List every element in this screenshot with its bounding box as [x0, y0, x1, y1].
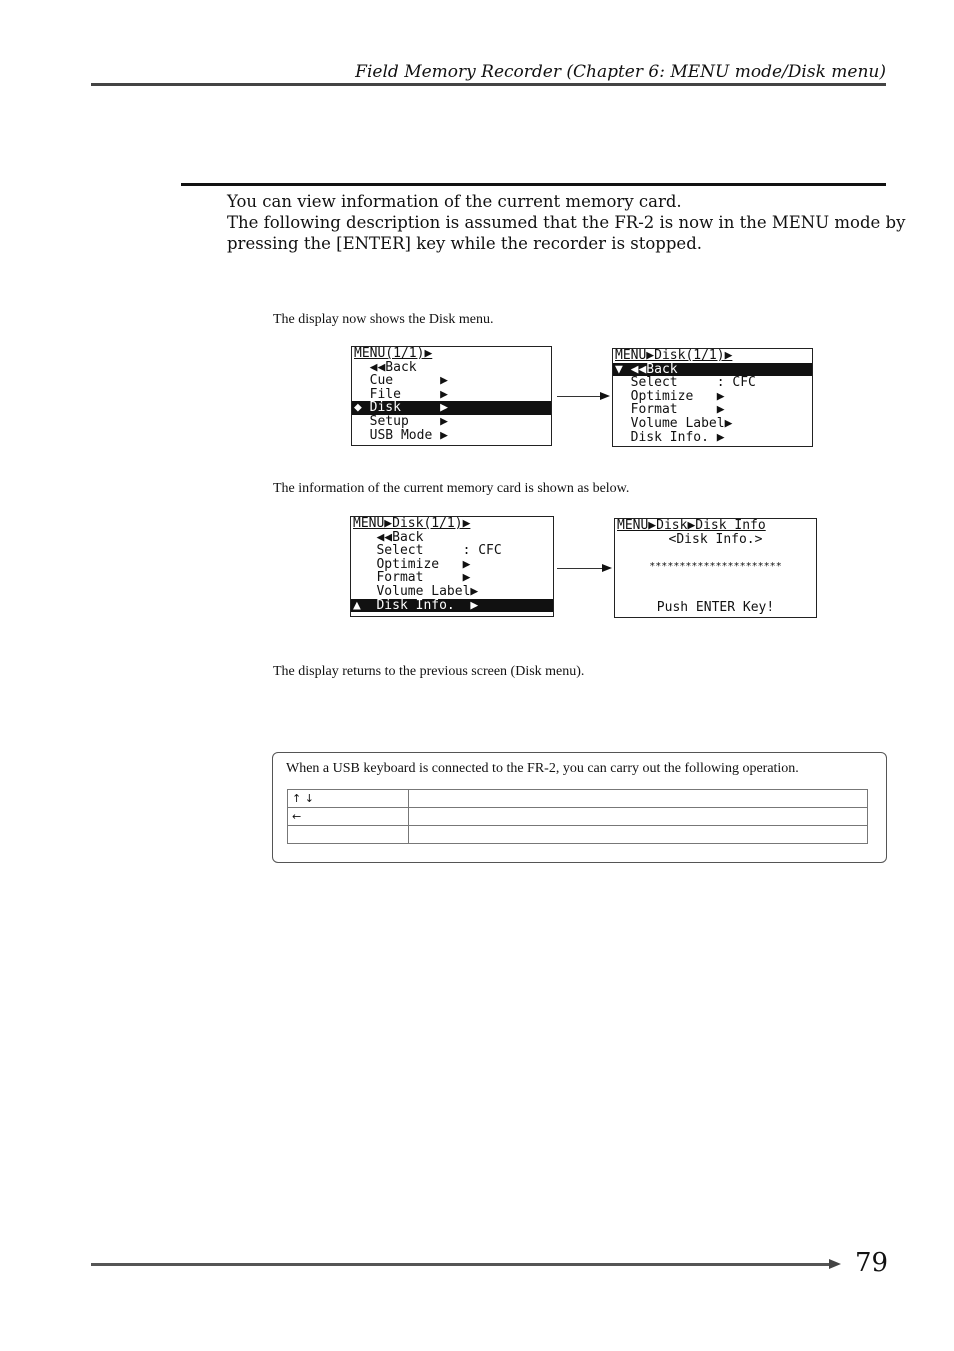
intro-line-2: The following description is assumed that the FR-2 is now in the MENU mode by	[227, 213, 906, 232]
lcd-row: Select : CFC	[353, 543, 502, 559]
lcd-row: Optimize ▶	[615, 388, 725, 404]
lcd-title: MENU▶Disk(1/1)▶	[353, 516, 471, 531]
page-number: 79	[855, 1248, 889, 1278]
header-rule	[91, 83, 886, 86]
lcd-title: MENU▶Disk(1/1)▶	[615, 348, 733, 363]
table-row	[288, 808, 868, 826]
lcd-disk-info	[614, 518, 817, 618]
lcd-disk-info-heading: <Disk Info.>	[668, 531, 763, 547]
key-cell: ↑ ↓	[288, 790, 409, 808]
lcd-row: Setup ▶	[354, 413, 448, 429]
lcd-row: ◀◀Back	[353, 529, 424, 545]
lcd-row: Format ▶	[353, 570, 471, 586]
lcd-row-selected: ◆ Disk ▶	[352, 401, 551, 415]
lcd-disk-menu-info-selected	[350, 516, 554, 617]
key-cell: ←	[288, 808, 409, 826]
footer-arrow-icon	[829, 1259, 841, 1269]
lcd-disk-info-stars: **********************	[649, 560, 782, 572]
lcd-row: Volume Label▶	[353, 583, 479, 599]
lcd-row-selected: ▼ ◀◀Back	[613, 363, 812, 377]
lcd-disk-menu	[612, 348, 813, 447]
lcd-row: Optimize ▶	[353, 556, 471, 572]
footer-rule	[91, 1263, 831, 1266]
action-cell	[409, 826, 868, 844]
lcd-row: Select : CFC	[615, 375, 756, 391]
lcd-row: ◀◀Back	[354, 359, 417, 375]
usb-keyboard-note-text: When a USB keyboard is connected to the FR-2, you can carry out the following operation.	[286, 761, 799, 776]
lcd-row-selected: ▲ Disk Info. ▶	[351, 599, 553, 613]
lcd-title: MENU(1/1)▶	[354, 346, 433, 361]
caption-disk-menu: The display now shows the Disk menu.	[273, 312, 494, 327]
caption-disk-info: The information of the current memory card is shown as below.	[273, 481, 630, 496]
lcd-row: USB Mode ▶	[354, 427, 448, 443]
lcd-push-enter: Push ENTER Key!	[656, 599, 775, 615]
action-cell	[409, 808, 868, 826]
lcd-main-menu	[351, 346, 552, 446]
transition-arrow-line	[557, 396, 602, 397]
intro-line-3: pressing the [ENTER] key while the recorder is stopped.	[227, 234, 703, 253]
keyboard-shortcut-table	[287, 789, 868, 844]
lcd-row: Disk Info. ▶	[615, 429, 725, 445]
caption-returns: The display returns to the previous screen (Disk menu).	[273, 664, 585, 679]
right-arrow-icon	[600, 392, 610, 400]
lcd-title: MENU▶Disk▶Disk Info	[617, 518, 766, 533]
key-cell	[288, 826, 409, 844]
lcd-row: File ▶	[354, 386, 448, 402]
section-rule	[181, 183, 886, 186]
lcd-row: Format ▶	[615, 402, 725, 418]
running-header: Field Memory Recorder (Chapter 6: MENU mode/Disk menu)	[355, 62, 886, 82]
lcd-row: Cue ▶	[354, 373, 448, 389]
transition-arrow-line	[557, 568, 604, 569]
table-row	[288, 826, 868, 844]
action-cell	[409, 790, 868, 808]
table-row	[288, 790, 868, 808]
intro-paragraph	[227, 191, 906, 254]
right-arrow-icon	[602, 564, 612, 572]
lcd-row: Volume Label▶	[615, 415, 733, 431]
intro-line-1: You can view information of the current memory card.	[227, 192, 682, 211]
